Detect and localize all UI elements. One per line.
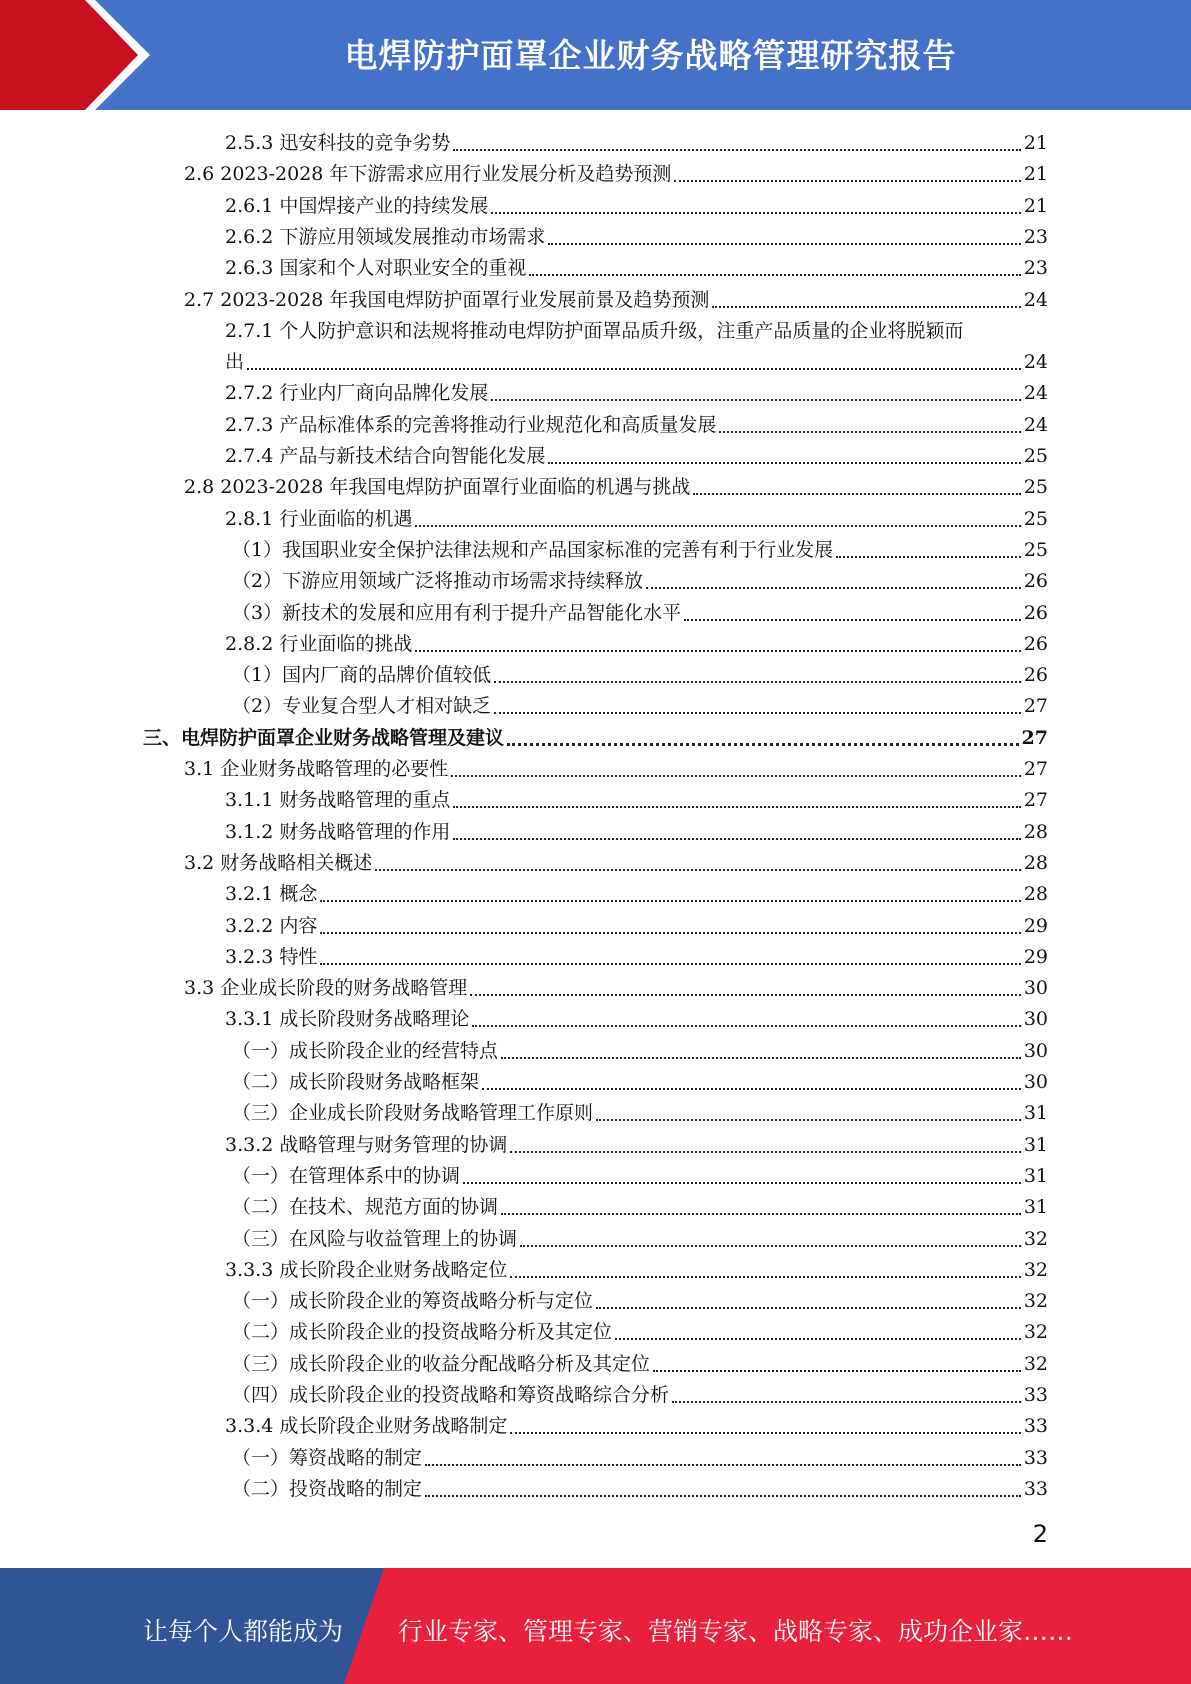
toc-entry-text: （一）成长阶段企业的经营特点 — [232, 1040, 499, 1062]
toc-entry-text: 三、电焊防护面罩企业财务战略管理及建议 — [143, 727, 505, 749]
toc-dot-leader — [247, 368, 1021, 370]
toc-entry[interactable] — [232, 566, 1048, 597]
toc-dot-leader — [520, 1245, 1021, 1247]
toc-entry[interactable] — [184, 973, 1048, 1004]
toc-page-number: 25 — [1023, 445, 1048, 467]
toc-dot-leader — [494, 681, 1021, 683]
toc-page-number: 21 — [1023, 195, 1048, 217]
toc-entry-text: （三）企业成长阶段财务战略管理工作原则 — [232, 1102, 594, 1124]
toc-page-number: 31 — [1023, 1134, 1048, 1156]
toc-entry[interactable] — [232, 660, 1048, 691]
toc-entry-text: （一）成长阶段企业的筹资战略分析与定位 — [232, 1290, 594, 1312]
toc-entry-text: （二）成长阶段财务战略框架 — [232, 1071, 480, 1093]
toc-entry[interactable] — [225, 128, 1048, 159]
toc-page-number: 25 — [1023, 539, 1048, 561]
toc-page-number: 21 — [1023, 163, 1048, 185]
toc-dot-leader — [719, 431, 1020, 433]
toc-dot-leader — [510, 1276, 1020, 1278]
toc-page-number: 30 — [1023, 977, 1048, 999]
toc-dot-leader — [596, 1307, 1021, 1309]
toc-page-number: 31 — [1023, 1165, 1048, 1187]
toc-page-number: 32 — [1023, 1228, 1048, 1250]
toc-entry-text: 2.7 2023-2028 年我国电焊防护面罩行业发展前景及趋势预测 — [184, 289, 710, 311]
toc-dot-leader — [451, 775, 1021, 777]
toc-entry[interactable] — [225, 222, 1048, 253]
toc-entry[interactable] — [225, 378, 1048, 409]
toc-entry[interactable] — [232, 1380, 1048, 1411]
toc-dot-leader — [320, 963, 1020, 965]
toc-dot-leader — [653, 1370, 1021, 1372]
toc-page-number: 27 — [1023, 758, 1048, 780]
toc-page-number: 31 — [1023, 1196, 1048, 1218]
toc-entry-text: 3.2.3 特性 — [225, 946, 318, 968]
toc-dot-leader — [491, 399, 1020, 401]
toc-entry[interactable] — [184, 848, 1048, 879]
toc-dot-leader — [375, 869, 1021, 871]
toc-entry[interactable] — [225, 191, 1048, 222]
toc-page-number: 27 — [1023, 695, 1048, 717]
toc-dot-leader — [836, 556, 1021, 558]
toc-entry-text: （二）投资战略的制定 — [232, 1478, 423, 1500]
toc-entry[interactable] — [232, 691, 1048, 722]
toc-dot-leader — [510, 1151, 1020, 1153]
toc-page-number: 29 — [1023, 915, 1048, 937]
toc-page-number: 30 — [1023, 1040, 1048, 1062]
toc-dot-leader — [596, 1119, 1021, 1121]
toc-entry-text: （1）我国职业安全保护法律法规和产品国家标准的完善有利于行业发展 — [232, 539, 834, 561]
toc-dot-leader — [510, 1432, 1020, 1434]
toc-page-number: 24 — [1023, 289, 1048, 311]
toc-dot-leader — [693, 493, 1020, 495]
toc-entry[interactable] — [225, 911, 1048, 942]
toc-entry[interactable] — [184, 754, 1048, 785]
toc-entry-text: （二）在技术、规范方面的协调 — [232, 1196, 499, 1218]
toc-page-number: 25 — [1023, 476, 1048, 498]
toc-entry-text: 3.3.1 成长阶段财务战略理论 — [225, 1008, 470, 1030]
toc-entry-text: （2）专业复合型人才相对缺乏 — [232, 695, 492, 717]
toc-dot-leader — [415, 525, 1020, 527]
toc-dot-leader — [712, 306, 1020, 308]
toc-page-number: 30 — [1023, 1071, 1048, 1093]
toc-entry-text: 3.3.4 成长阶段企业财务战略制定 — [225, 1415, 508, 1437]
toc-dot-leader — [646, 587, 1021, 589]
document-title: 电焊防护面罩企业财务战略管理研究报告 — [344, 36, 957, 75]
toc-entry-text: 2.7.4 产品与新技术结合向智能化发展 — [225, 445, 546, 467]
toc-entry[interactable] — [225, 504, 1048, 535]
toc-entry[interactable] — [225, 1411, 1048, 1442]
toc-entry[interactable] — [232, 1192, 1048, 1223]
toc-page-number: 26 — [1023, 633, 1048, 655]
toc-entry-text: 2.5.3 迅安科技的竞争劣势 — [225, 132, 451, 154]
toc-dot-leader — [415, 650, 1020, 652]
toc-page-number: 33 — [1023, 1478, 1048, 1500]
toc-entry-text: （3）新技术的发展和应用有利于提升产品智能化水平 — [232, 602, 682, 624]
toc-entry-text: 2.6.1 中国焊接产业的持续发展 — [225, 195, 489, 217]
toc-entry-text: 2.6.3 国家和个人对职业安全的重视 — [225, 257, 527, 279]
toc-dot-leader — [320, 900, 1020, 902]
page-footer — [0, 1568, 1191, 1684]
toc-entry[interactable] — [225, 879, 1048, 910]
toc-entry-text: 2.8.2 行业面临的挑战 — [225, 633, 413, 655]
toc-entry[interactable] — [232, 598, 1048, 629]
toc-dot-leader — [501, 1213, 1021, 1215]
toc-entry-text: 2.6.2 下游应用领域发展推动市场需求 — [225, 226, 546, 248]
toc-page-number: 24 — [1023, 414, 1048, 436]
toc-page-number: 28 — [1023, 852, 1048, 874]
toc-dot-leader — [672, 1401, 1021, 1403]
toc-entry-text: （三）在风险与收益管理上的协调 — [232, 1228, 518, 1250]
toc-entry[interactable] — [232, 535, 1048, 566]
toc-page-number: 29 — [1023, 946, 1048, 968]
toc-page-number: 24 — [1023, 382, 1048, 404]
toc-dot-leader — [472, 1025, 1020, 1027]
toc-page-number: 32 — [1023, 1259, 1048, 1281]
toc-entry-text: 3.2.1 概念 — [225, 883, 318, 905]
toc-dot-leader — [463, 1182, 1021, 1184]
toc-entry[interactable] — [232, 1067, 1048, 1098]
toc-entry-text: （一）筹资战略的制定 — [232, 1447, 423, 1469]
toc-dot-leader — [491, 212, 1020, 214]
page-number: 2 — [1032, 1520, 1048, 1548]
toc-entry-text: 3.1.1 财务战略管理的重点 — [225, 789, 451, 811]
toc-entry[interactable] — [232, 1036, 1048, 1067]
toc-entry[interactable] — [232, 1317, 1048, 1348]
toc-page-number: 28 — [1023, 821, 1048, 843]
toc-page-number: 32 — [1023, 1353, 1048, 1375]
toc-entry[interactable] — [225, 347, 1048, 378]
toc-dot-leader — [320, 932, 1020, 934]
toc-entry-text: 3.1 企业财务战略管理的必要性 — [184, 758, 449, 780]
toc-entry[interactable] — [232, 1098, 1048, 1129]
toc-entry-text: 3.3.3 成长阶段企业财务战略定位 — [225, 1259, 508, 1281]
toc-entry-text: 3.2 财务战略相关概述 — [184, 852, 373, 874]
toc-dot-leader — [425, 1495, 1021, 1497]
toc-page-number: 26 — [1023, 664, 1048, 686]
toc-dot-leader — [501, 1057, 1021, 1059]
toc-entry-text: 2.6 2023-2028 年下游需求应用行业发展分析及趋势预测 — [184, 163, 672, 185]
footer-slogan-right: 行业专家、管理专家、营销专家、战略专家、成功企业家…… — [398, 1617, 1074, 1646]
toc-dot-leader — [615, 1338, 1021, 1340]
toc-entry-text: 出 — [225, 351, 245, 373]
page-header — [0, 0, 1191, 110]
toc-page-number: 30 — [1023, 1008, 1048, 1030]
toc-dot-leader — [548, 462, 1020, 464]
toc-dot-leader — [453, 806, 1020, 808]
toc-entry[interactable] — [225, 1004, 1048, 1035]
toc-dot-leader — [425, 1464, 1021, 1466]
toc-entry[interactable] — [225, 817, 1048, 848]
toc-entry[interactable] — [143, 723, 1048, 754]
toc-entry[interactable] — [184, 285, 1048, 316]
toc-dot-leader — [507, 743, 1019, 746]
toc-entry-text: （三）成长阶段企业的收益分配战略分析及其定位 — [232, 1353, 651, 1375]
toc-page-number: 24 — [1023, 351, 1048, 373]
toc-entry[interactable] — [225, 410, 1048, 441]
footer-slogan-left: 让每个人都能成为 — [143, 1617, 344, 1646]
toc-entry[interactable] — [225, 785, 1048, 816]
toc-dot-leader — [529, 274, 1020, 276]
toc-dot-leader — [548, 243, 1020, 245]
toc-entry[interactable] — [232, 1224, 1048, 1255]
toc-entry-text: 2.7.1 个人防护意识和法规将推动电焊防护面罩品质升级，注重产品质量的企业将脱颖而 — [225, 320, 964, 342]
toc-entry[interactable] — [232, 1443, 1048, 1474]
toc-entry[interactable] — [232, 1349, 1048, 1380]
toc-page-number: 21 — [1023, 132, 1048, 154]
toc-page-number: 31 — [1023, 1102, 1048, 1124]
toc-dot-leader — [470, 994, 1021, 996]
toc-dot-leader — [494, 712, 1021, 714]
toc-entry[interactable] — [232, 1474, 1048, 1505]
toc-page-number: 26 — [1023, 570, 1048, 592]
toc-entry-text: （1）国内厂商的品牌价值较低 — [232, 664, 492, 686]
toc-page-number: 26 — [1023, 602, 1048, 624]
toc-entry-text: （一）在管理体系中的协调 — [232, 1165, 461, 1187]
toc-entry[interactable] — [225, 441, 1048, 472]
toc-entry[interactable] — [184, 472, 1048, 503]
toc-page-number: 32 — [1023, 1290, 1048, 1312]
toc-entry[interactable] — [232, 1161, 1048, 1192]
toc-page-number: 33 — [1023, 1384, 1048, 1406]
toc-dot-leader — [453, 838, 1020, 840]
toc-entry[interactable] — [225, 1130, 1048, 1161]
toc-page-number: 23 — [1023, 226, 1048, 248]
toc-entry-text: 3.3.2 战略管理与财务管理的协调 — [225, 1134, 508, 1156]
toc-entry[interactable] — [225, 253, 1048, 284]
toc-entry[interactable] — [225, 629, 1048, 660]
toc-page-number: 32 — [1023, 1321, 1048, 1343]
toc-dot-leader — [674, 180, 1020, 182]
toc-entry[interactable] — [225, 942, 1048, 973]
toc-entry-text: 3.1.2 财务战略管理的作用 — [225, 821, 451, 843]
toc-page-number: 27 — [1021, 727, 1048, 749]
toc-dot-leader — [684, 619, 1021, 621]
toc-entry-text: 2.8 2023-2028 年我国电焊防护面罩行业面临的机遇与挑战 — [184, 476, 691, 498]
toc-page-number: 25 — [1023, 508, 1048, 530]
toc-entry-text: 3.3 企业成长阶段的财务战略管理 — [184, 977, 468, 999]
toc-page-number: 27 — [1023, 789, 1048, 811]
toc-entry-text: 2.7.3 产品标准体系的完善将推动行业规范化和高质量发展 — [225, 414, 717, 436]
toc-page-number: 28 — [1023, 883, 1048, 905]
toc-dot-leader — [482, 1088, 1021, 1090]
toc-entry-text: 2.8.1 行业面临的机遇 — [225, 508, 413, 530]
toc-page-number: 23 — [1023, 257, 1048, 279]
toc-entry-text: 3.2.2 内容 — [225, 915, 318, 937]
toc-entry-text: （二）成长阶段企业的投资战略分析及其定位 — [232, 1321, 613, 1343]
toc-page-number: 33 — [1023, 1447, 1048, 1469]
toc-dot-leader — [453, 149, 1020, 151]
toc-entry-text: 2.7.2 行业内厂商向品牌化发展 — [225, 382, 489, 404]
toc-entry-text: （四）成长阶段企业的投资战略和筹资战略综合分析 — [232, 1384, 670, 1406]
toc-entry-text: （2）下游应用领域广泛将推动市场需求持续释放 — [232, 570, 644, 592]
toc-page-number: 33 — [1023, 1415, 1048, 1437]
toc-entry[interactable] — [232, 1286, 1048, 1317]
toc-entry[interactable] — [184, 159, 1048, 190]
toc-entry[interactable] — [225, 1255, 1048, 1286]
